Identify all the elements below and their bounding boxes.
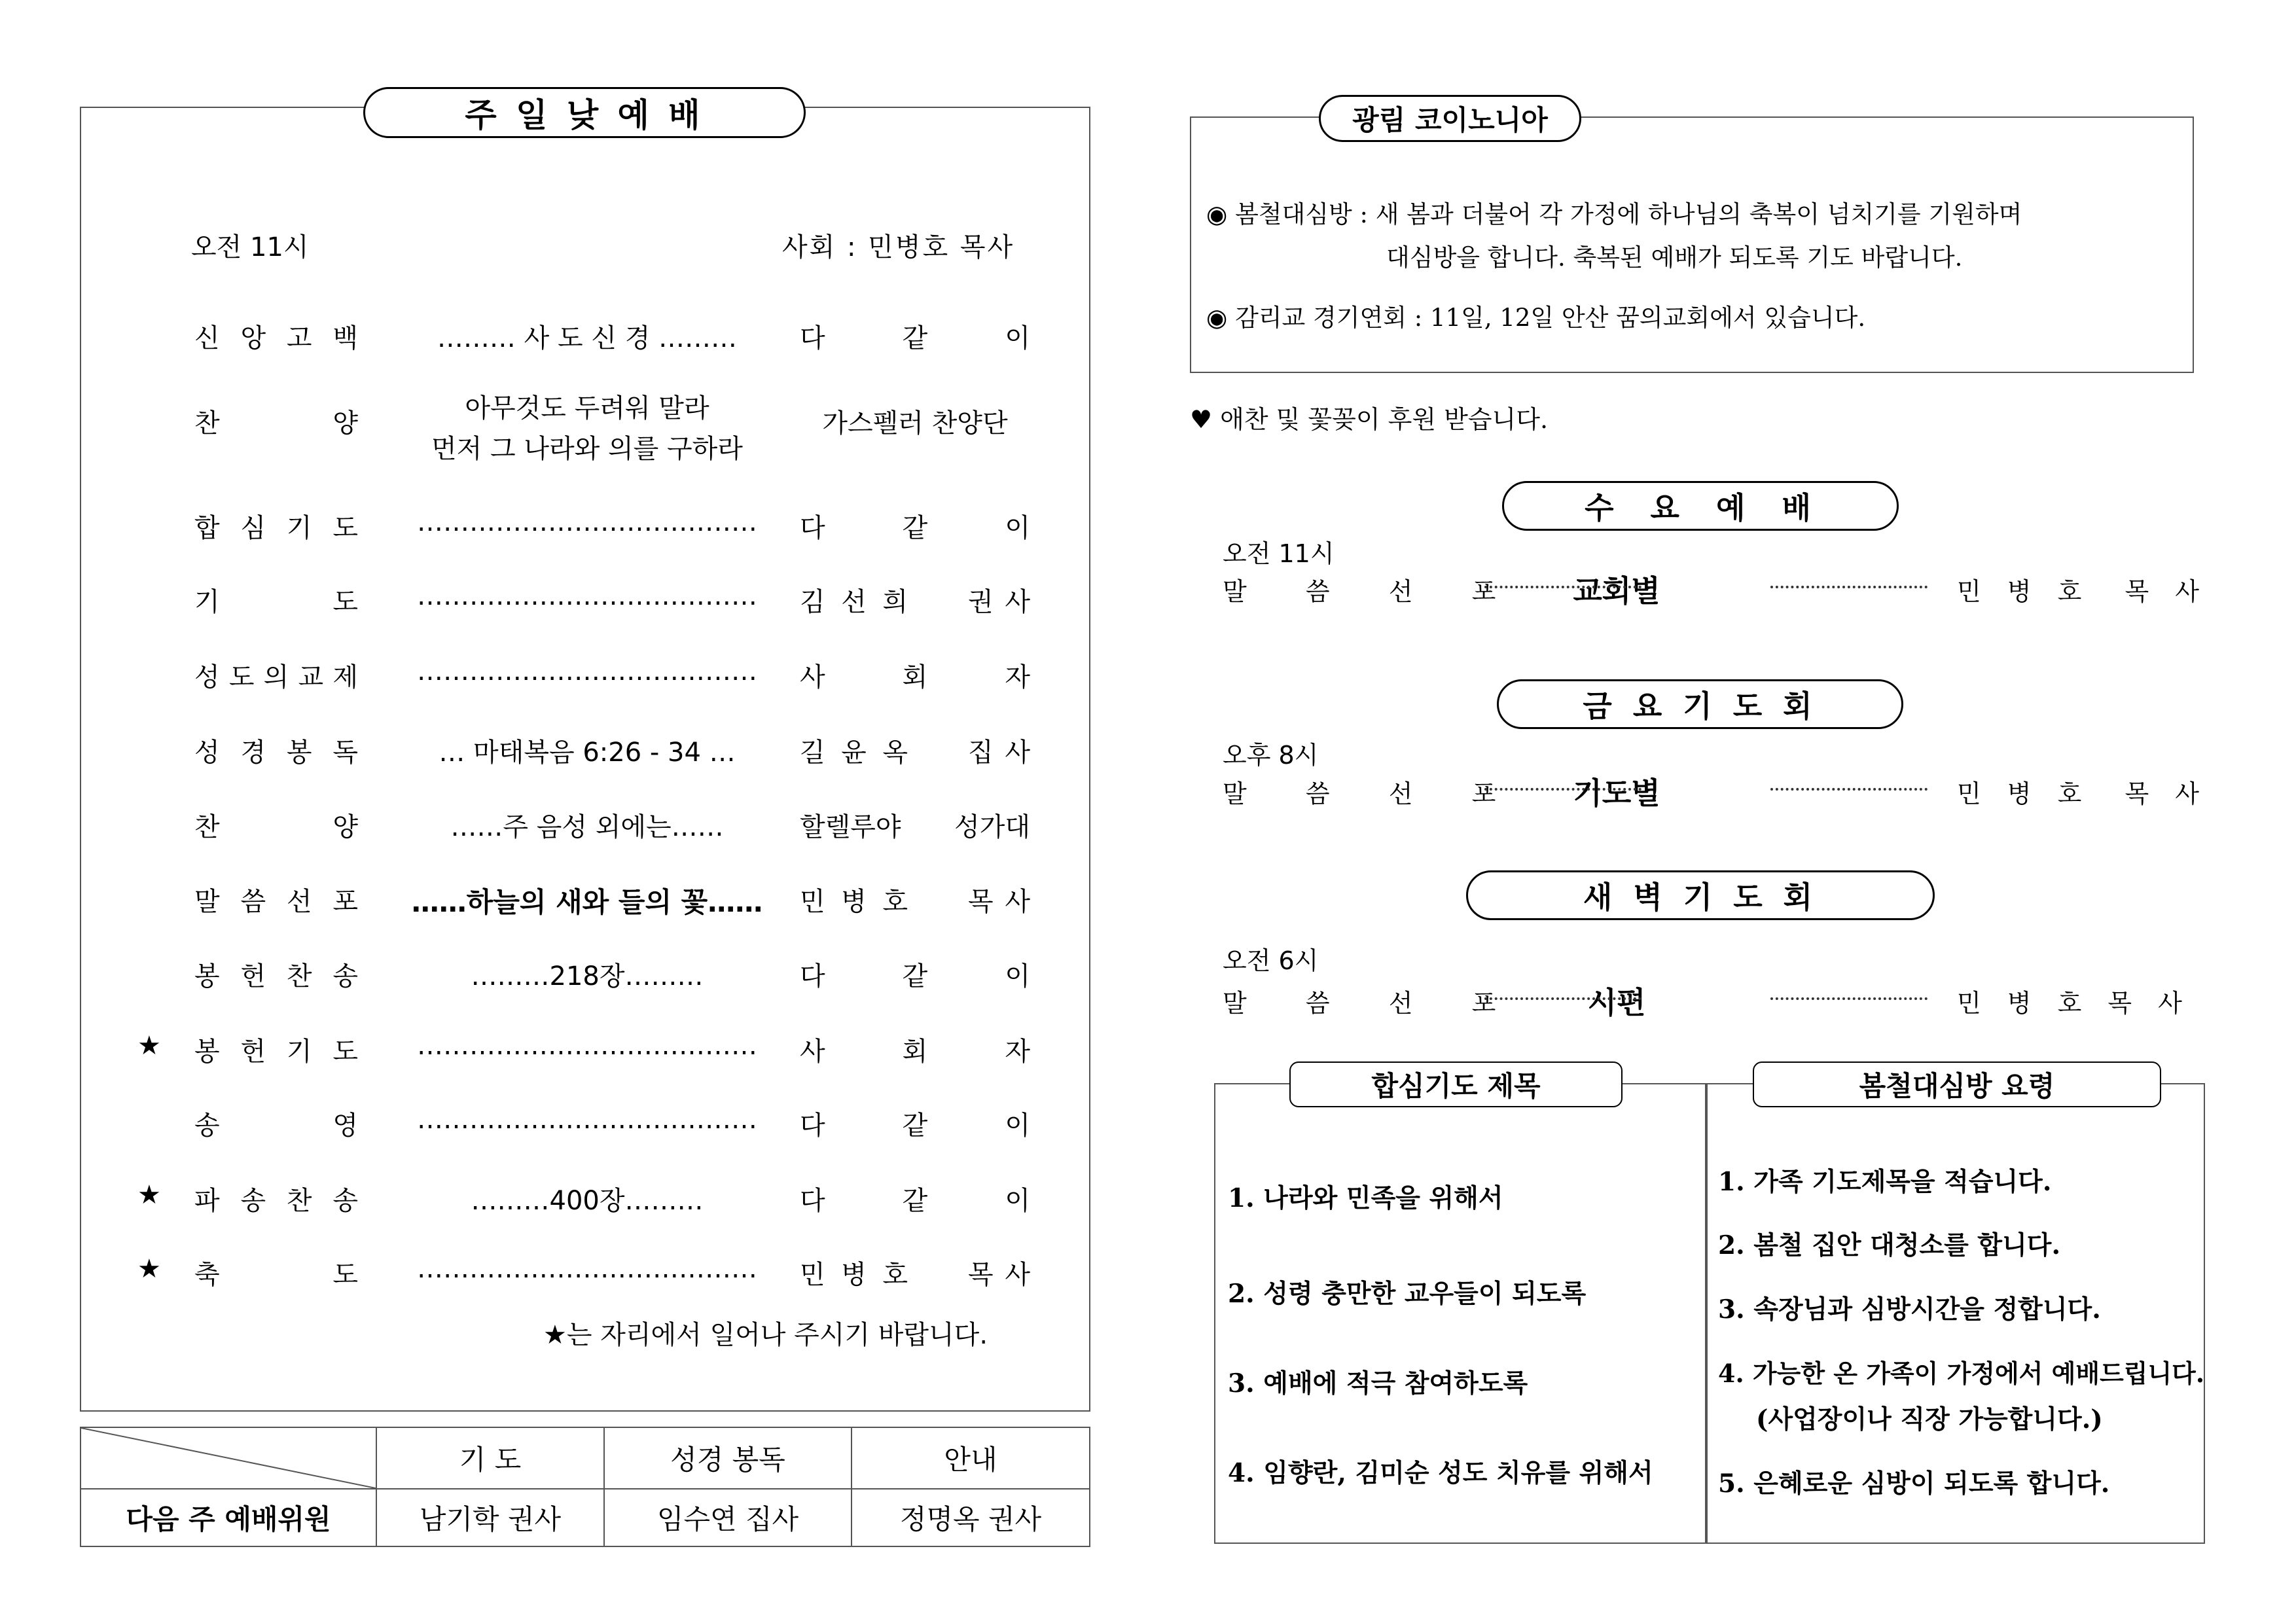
service-item-detail: ……… 사 도 신 경 ………: [437, 323, 738, 353]
visitation-item-4: 4. 가능한 온 가족이 가정에서 예배드립니다.: [1718, 1359, 2205, 1388]
dotted-leader-left: [1484, 971, 1641, 1000]
sunday-leader: 사회 : 민병호 목사: [782, 232, 1015, 262]
service-item-label: [194, 1031, 358, 1068]
person-char: 목: [968, 1260, 994, 1290]
person-text: 같: [902, 1111, 928, 1141]
label-char: 찬: [194, 812, 220, 842]
label-char: 제: [332, 662, 358, 692]
service-row: [80, 317, 1088, 357]
dotted-leader-right: [1770, 971, 1928, 1000]
label-char: 의: [263, 662, 289, 692]
visitation-item-5: 5. 은혜로운 심방이 되도록 합니다.: [1718, 1469, 2110, 1499]
person-char: 집: [968, 738, 994, 768]
person-char: 선: [841, 587, 867, 617]
label-char: 양: [332, 812, 358, 842]
service-item-detail: …………………………………: [417, 1105, 757, 1135]
label-char: 축: [194, 1260, 220, 1290]
label-char: 백: [332, 323, 358, 353]
label-char: 포: [332, 887, 358, 917]
person-char: 병: [841, 887, 867, 917]
prayer-topic-3: 3. 예배에 적극 참여하도록: [1228, 1368, 1528, 1399]
service-item-detail: …………………………………: [417, 1254, 757, 1284]
person-char: 병: [841, 1260, 867, 1290]
service-time: 오후 8시: [1223, 741, 1319, 770]
val-guide: 정명옥 권사: [899, 1503, 1042, 1535]
service-item-label: [194, 1254, 358, 1291]
label-char: 말: [194, 887, 220, 917]
service-item-label: [194, 1105, 358, 1142]
person-text: 다: [800, 513, 825, 543]
label-char: 기: [194, 587, 220, 617]
koinonia-item-1: [1206, 194, 2022, 230]
label-char: 성: [194, 738, 220, 768]
service-item-detail: …………………………………: [417, 656, 757, 687]
label-char: 봉: [194, 961, 220, 991]
hymn-title-line: 먼저 그 나라와 의를 구하라: [431, 434, 743, 464]
person-char: 권: [968, 587, 994, 617]
service-item-person: [800, 806, 1030, 844]
service-label: 말 씀 선 포: [1223, 577, 1511, 606]
col-prayer: 기 도: [459, 1444, 522, 1476]
label-char: 송: [240, 1186, 266, 1216]
person-text: 성가대: [954, 812, 1030, 842]
label-char: 선: [286, 887, 312, 917]
service-item-person: [800, 1031, 1030, 1068]
prayer-topics-title: 합심기도 제목: [1289, 1061, 1623, 1107]
service-item-label: [194, 1180, 358, 1217]
row-header: 다음 주 예배위원: [126, 1503, 331, 1535]
service-preacher: 민 병 호 목 사: [1957, 577, 2208, 606]
label-char: 도: [332, 587, 358, 617]
service-row: [80, 656, 1088, 696]
service-item-label: [194, 806, 358, 844]
person-text: 같: [902, 513, 928, 543]
service-item-label: [194, 317, 358, 355]
service-item-detail: ……주 음성 외에는……: [450, 812, 724, 842]
label-char: 도: [332, 1260, 358, 1290]
service-row: [80, 393, 1088, 464]
order-of-service: [80, 0, 1088, 1374]
person-text: 다: [800, 1111, 825, 1141]
koinonia-item-1-line-2: 대심방을 합니다. 축복된 예배가 되도록 기도 바랍니다.: [1386, 243, 1963, 272]
person-char: 민: [800, 1260, 825, 1290]
service-item-person: [800, 1254, 1030, 1291]
standing-note: ★는 자리에서 일어나 주시기 바랍니다.: [543, 1320, 988, 1350]
service-item-person: [800, 881, 1030, 918]
label-char: 씀: [240, 887, 266, 917]
person-char: 호: [882, 887, 908, 917]
service-row: [80, 1031, 1088, 1070]
col-reading: 성경 봉독: [670, 1444, 785, 1476]
person-text: 할렐루야: [800, 812, 901, 842]
service-item-person: [800, 317, 1030, 355]
label-char: 양: [332, 408, 358, 438]
person-char: 희: [882, 587, 908, 617]
person-text: 다: [800, 323, 825, 353]
label-char: 성: [194, 662, 220, 692]
person-text: 회: [902, 662, 928, 692]
person-char: 윤: [841, 738, 867, 768]
person-text: 다: [800, 961, 825, 991]
label-char: 앙: [240, 323, 266, 353]
service-row: [80, 881, 1088, 920]
val-reading: 임수연 집사: [656, 1503, 799, 1535]
prayer-topic-4: 4. 임향란, 김미순 성도 치유를 위해서: [1228, 1458, 1653, 1488]
person-text: 자: [1005, 662, 1030, 692]
service-time: 오전 6시: [1223, 946, 1319, 975]
person-char: 민: [800, 887, 825, 917]
service-item-label: [194, 402, 358, 440]
person-text: 이: [1005, 1111, 1030, 1141]
person-text: 자: [1005, 1037, 1030, 1067]
label-char: 경: [240, 738, 266, 768]
label-char: 헌: [240, 1037, 266, 1067]
star-icon: ★: [137, 1254, 161, 1284]
label-char: 찬: [286, 1186, 312, 1216]
service-item-person: [800, 1180, 1030, 1217]
visitation-item-3: 3. 속장님과 심방시간을 정합니다.: [1718, 1294, 2101, 1325]
label-char: 헌: [240, 961, 266, 991]
person-text: 사: [800, 662, 825, 692]
service-time: 오전 11시: [1223, 539, 1335, 568]
star-icon: ★: [137, 1031, 161, 1061]
label-char: 기: [286, 513, 312, 543]
service-title: 수 요 예 배: [1502, 481, 1899, 531]
service-title: 새 벽 기 도 회: [1466, 870, 1935, 920]
person-text: 이: [1005, 323, 1030, 353]
label-char: 봉: [286, 738, 312, 768]
person-char: 사: [1005, 587, 1030, 617]
dotted-leader-right: [1770, 560, 1928, 588]
service-row: [80, 581, 1088, 620]
service-row: [80, 1180, 1088, 1219]
person-text: 이: [1005, 961, 1030, 991]
person-text: 이: [1005, 513, 1030, 543]
service-row: [80, 1254, 1088, 1293]
prayer-topic-1: 1. 나라와 민족을 위해서: [1228, 1183, 1503, 1213]
person-char: 사: [1005, 1260, 1030, 1290]
label-char: 심: [240, 513, 266, 543]
label-char: 송: [332, 961, 358, 991]
service-item-detail: …………………………………: [417, 1031, 757, 1061]
person-text: 같: [902, 1186, 928, 1216]
next-week-table: [80, 1427, 1090, 1547]
sunday-service-title: 주 일 낮 예 배: [363, 87, 806, 138]
label-char: 영: [332, 1111, 358, 1141]
person-char: 호: [882, 1260, 908, 1290]
label-char: 독: [332, 738, 358, 768]
dotted-leader-right: [1770, 762, 1928, 791]
service-item-label: [194, 732, 358, 769]
koinonia-title: 광림 코이노니아: [1319, 95, 1581, 142]
service-item-person: [800, 955, 1030, 993]
person-char: 목: [968, 887, 994, 917]
label-char: 도: [332, 1037, 358, 1067]
person-char: 김: [800, 587, 825, 617]
label-char: 기: [286, 1037, 312, 1067]
service-row: [80, 507, 1088, 546]
service-item-label: [194, 656, 358, 694]
label-char: 고: [286, 323, 312, 353]
service-item-label: [194, 507, 358, 544]
person-char: 길: [800, 738, 825, 768]
val-prayer: 남기학 권사: [419, 1503, 562, 1535]
service-item-person: [800, 507, 1030, 544]
person-text: 이: [1005, 1186, 1030, 1216]
person-text: 다: [800, 1186, 825, 1216]
koinonia-item-1-line-1: 봄철대심방 : 새 봄과 더불어 각 가정에 하나님의 축복이 넘치기를 기원하며: [1235, 200, 2022, 228]
visitation-item-4-note: (사업장이나 직장 가능합니다.): [1756, 1404, 2103, 1435]
visitation-item-1: 1. 가족 기도제목을 적습니다.: [1718, 1167, 2052, 1197]
person-text: 회: [902, 1037, 928, 1067]
service-title: 금 요 기 도 회: [1497, 679, 1903, 729]
person-text: 같: [902, 961, 928, 991]
label-char: 찬: [286, 961, 312, 991]
service-row: [80, 806, 1088, 846]
service-row: [80, 1105, 1088, 1144]
support-note: ♥ 애찬 및 꽃꽂이 후원 받습니다.: [1190, 405, 1549, 434]
visitation-title: 봄철대심방 요령: [1753, 1061, 2161, 1107]
person-char: 사: [1005, 887, 1030, 917]
label-char: 파: [194, 1186, 220, 1216]
service-item-detail: …………………………………: [417, 507, 757, 537]
hymn-title-line: 아무것도 두려워 말라: [465, 393, 709, 423]
service-item-detail: ………400장………: [471, 1186, 704, 1216]
service-item-person: [800, 1105, 1030, 1142]
service-preacher: 민 병 호 목 사: [1957, 779, 2208, 808]
col-guide: 안내: [944, 1444, 997, 1476]
service-row: [80, 955, 1088, 995]
dotted-leader-left: [1484, 762, 1641, 791]
sunday-time: 오전 11시: [191, 232, 309, 262]
label-char: 신: [194, 323, 220, 353]
dotted-leader-left: [1484, 560, 1641, 588]
person-text: 사: [800, 1037, 825, 1067]
service-item-detail: ………218장………: [471, 961, 704, 991]
service-topic: 교회별: [1573, 573, 1660, 609]
label-char: 봉: [194, 1037, 220, 1067]
service-item-label: [194, 881, 358, 918]
service-item-label: [194, 581, 358, 618]
service-item-detail: ……하늘의 새와 들의 꽃……: [411, 886, 763, 918]
label-char: 송: [194, 1111, 220, 1141]
service-row: [80, 732, 1088, 771]
prayer-topic-2: 2. 성령 충만한 교우들이 되도록: [1228, 1279, 1587, 1309]
koinonia-item-2: ◉ 감리교 경기연회 : 11일, 12일 안산 꿈의교회에서 있습니다.: [1206, 304, 1866, 332]
label-char: 도: [228, 662, 255, 692]
label-char: 송: [332, 1186, 358, 1216]
bullet-icon: ◉: [1206, 304, 1228, 332]
service-item-detail: …………………………………: [417, 581, 757, 611]
service-item-label: [194, 955, 358, 993]
label-char: 교: [298, 662, 324, 692]
service-item-detail: … 마태복음 6:26 - 34 …: [439, 738, 736, 768]
service-topic: 기도별: [1573, 776, 1660, 811]
service-item-person: [800, 732, 1030, 769]
person-char: 옥: [882, 738, 908, 768]
person-text: 같: [902, 323, 928, 353]
label-char: 합: [194, 513, 220, 543]
visitation-item-2: 2. 봄철 집안 대청소를 합니다.: [1718, 1230, 2061, 1260]
service-item-person: [800, 656, 1030, 694]
label-char: 찬: [194, 408, 220, 438]
service-label: 말 씀 선 포: [1223, 989, 1511, 1018]
label-char: 도: [332, 513, 358, 543]
person-text: 가스펠러 찬양단: [822, 408, 1008, 438]
service-label: 말 씀 선 포: [1223, 779, 1511, 808]
service-preacher: 민 병 호 목 사: [1957, 989, 2191, 1018]
bullet-icon: ◉: [1206, 200, 1228, 228]
service-topic: 시편: [1587, 985, 1646, 1020]
service-item-person: [800, 402, 1030, 440]
service-item-detail: [381, 388, 793, 469]
service-item-person: [800, 581, 1030, 618]
diagonal-line: [81, 1428, 376, 1488]
star-icon: ★: [137, 1180, 161, 1210]
person-char: 사: [1005, 738, 1030, 768]
